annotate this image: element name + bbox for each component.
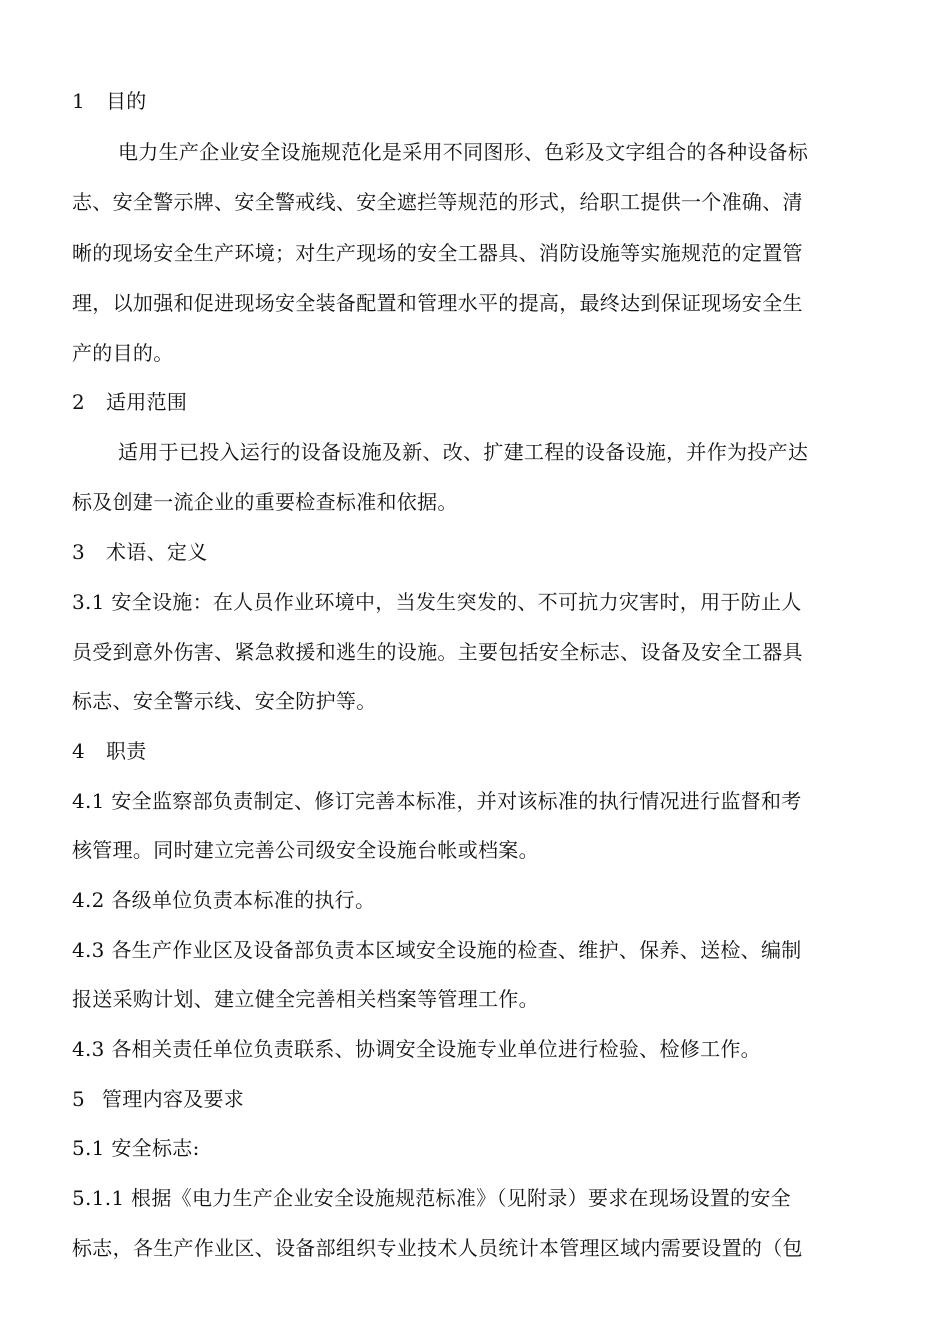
paragraph-line: 志、安全警示牌、安全警戒线、安全遮拦等规范的形式，给职工提供一个准确、清 [72, 190, 803, 214]
section-number: 3 [72, 540, 86, 564]
section-heading-4 [72, 739, 147, 763]
paragraph-line: 电力生产企业安全设施规范化是采用不同图形、色彩及文字组合的各种设备标 [118, 140, 809, 164]
section-title: 适用范围 [106, 390, 188, 414]
section-number: 5 [72, 1087, 86, 1111]
paragraph-line: 员受到意外伤害、紧急救援和逃生的设施。主要包括安全标志、设备及安全工器具 [72, 640, 803, 664]
paragraph-line: 5.1.1 根据《电力生产企业安全设施规范标准》（见附录）要求在现场设置的安全 [72, 1186, 791, 1210]
section-number: 2 [72, 390, 86, 414]
paragraph-line: 产的目的。 [72, 341, 174, 365]
section-number: 1 [72, 89, 86, 113]
paragraph-line: 4.3 各相关责任单位负责联系、协调安全设施专业单位进行检验、检修工作。 [72, 1037, 761, 1061]
paragraph-line: 4.3 各生产作业区及设备部负责本区域安全设施的检查、维护、保养、送检、编制 [72, 938, 802, 962]
section-heading-2 [72, 390, 187, 414]
section-title: 目的 [106, 89, 147, 113]
section-heading-1 [72, 89, 147, 113]
paragraph-line: 理，以加强和促进现场安全装备配置和管理水平的提高，最终达到保证现场安全生 [72, 291, 803, 315]
paragraph-line: 晰的现场安全生产环境；对生产现场的安全工器具、消防设施等实施规范的定置管 [72, 241, 803, 265]
section-heading-3 [72, 540, 208, 564]
paragraph-line: 4.2 各级单位负责本标准的执行。 [72, 888, 376, 912]
paragraph-line: 标志、安全警示线、安全防护等。 [72, 689, 377, 713]
paragraph-line: 4.1 安全监察部负责制定、修订完善本标准，并对该标准的执行情况进行监督和考 [72, 789, 802, 813]
section-title: 术语、定义 [106, 540, 208, 564]
paragraph-line: 适用于已投入运行的设备设施及新、改、扩建工程的设备设施，并作为投产达 [118, 440, 809, 464]
paragraph-line: 3.1 安全设施：在人员作业环境中，当发生突发的、不可抗力灾害时，用于防止人 [72, 590, 802, 614]
paragraph-line: 核管理。同时建立完善公司级安全设施台帐或档案。 [72, 838, 539, 862]
section-number: 4 [72, 739, 86, 763]
paragraph-line: 报送采购计划、建立健全完善相关档案等管理工作。 [72, 987, 539, 1011]
section-title: 管理内容及要求 [102, 1087, 245, 1111]
paragraph-line: 标及创建一流企业的重要检查标准和依据。 [72, 490, 458, 514]
paragraph-line: 5.1 安全标志: [72, 1136, 200, 1160]
section-heading-5 [72, 1087, 244, 1111]
paragraph-line: 标志，各生产作业区、设备部组织专业技术人员统计本管理区域内需要设置的（包 [72, 1236, 803, 1260]
section-title: 职责 [106, 739, 147, 763]
